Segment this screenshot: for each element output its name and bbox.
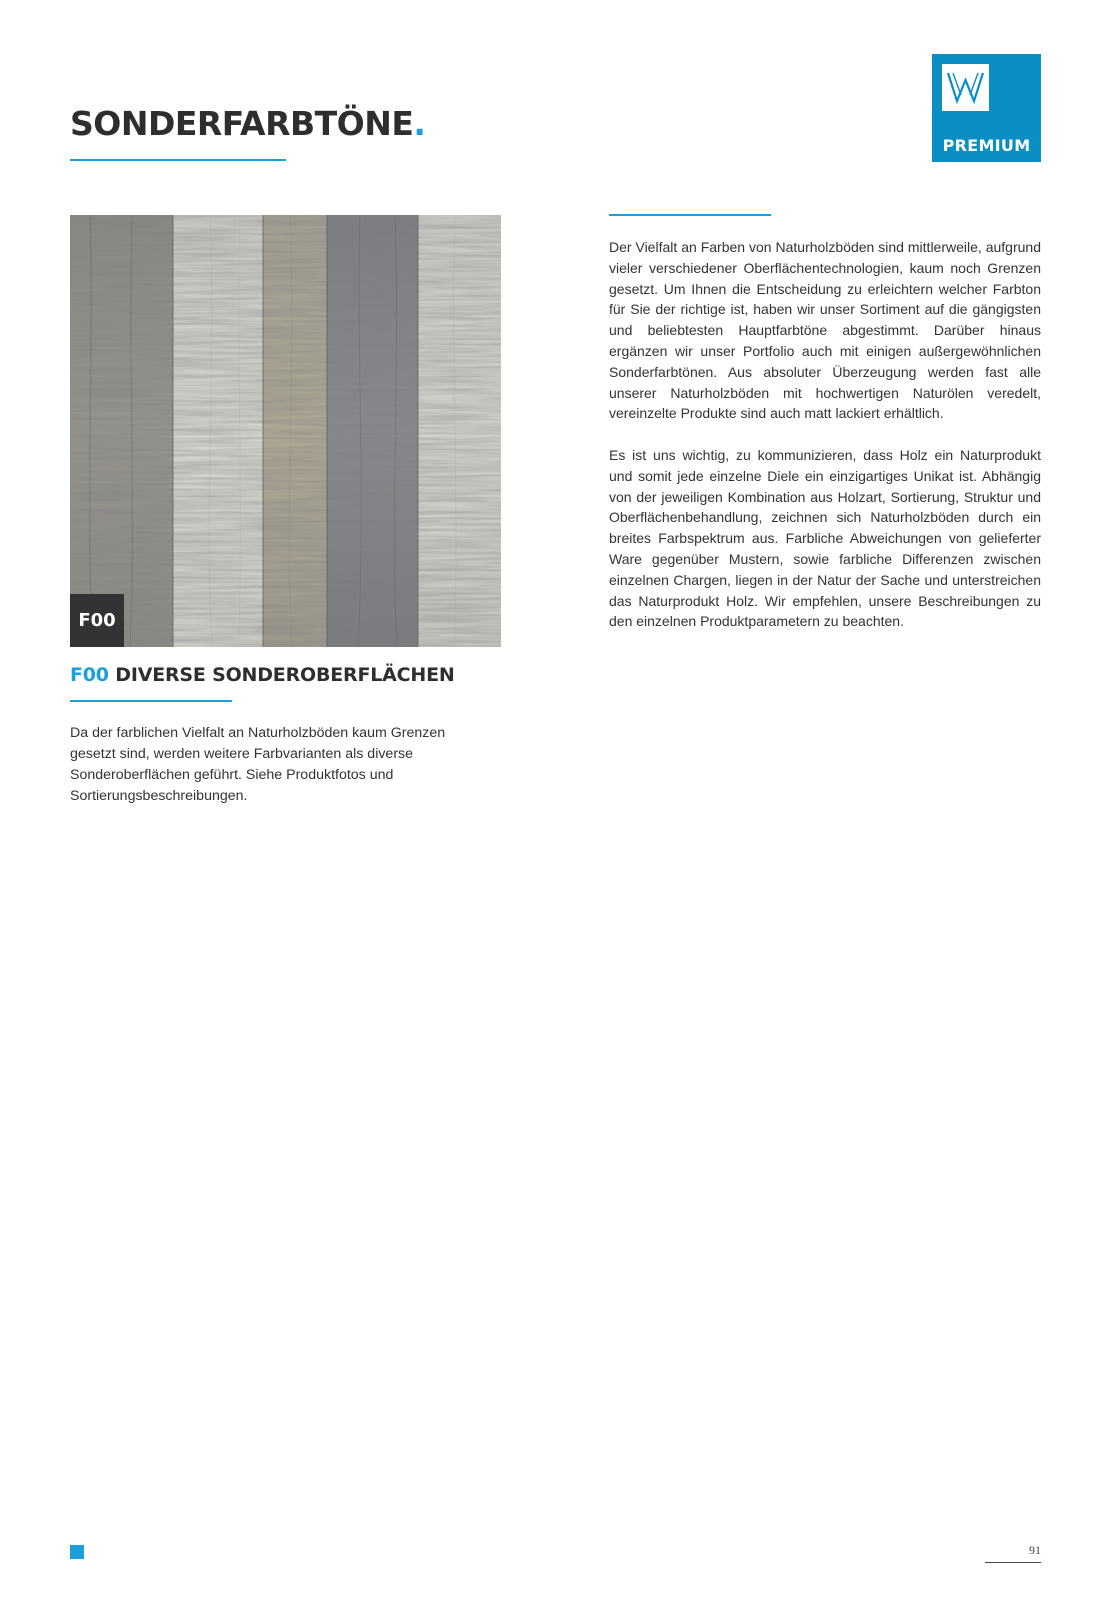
intro-paragraph-2: Es ist uns wichtig, zu kommunizieren, dass Holz ein Naturprodukt und somit jede einzelne Diele ein einzigartiges Unikat ist. Abhängig von der jeweiligen Kombination aus Holzart, Sortierung, Struktur und Oberflächenbehandlung, zeichnen sich Naturholzböden durch ein breites Farbspektrum aus. Farbliche Abweichungen von gelieferter Ware gegenüber Mustern, sowie farbliche Differenzen zwischen einzelnen Chargen, liegen in der Natur der Sache und unterstreichen das Naturprodukt Holz. Wir empfehlen, unsere Beschreibungen zu den einzelnen Produktparametern zu beachten. [609,446,1041,630]
intro-paragraph-1: Der Vielfalt an Farben von Naturholzböden sind mittlerweile, aufgrund vieler verschiedener Oberflächentechnologien, kaum noch Grenzen gesetzt. Um Ihnen die Entscheidung zu erleichtern welcher Farbton für Sie der richtige ist, haben wir unser Sortiment auf die gängigsten und beliebtesten Hauptfarbtöne abgestimmt. Darüber hinaus ergänzen wir unser Portfolio auch mit einigen außergewöhnlichen Sonderfarbtönen. Aus absoluter Überzeugung werden fast alle unserer Naturholzböden mit hochwertigen Naturölen veredelt, vereinzelte Produkte sind auch matt lackiert erhältlich. [609,239,1041,422]
page-number-rule [985,1562,1041,1563]
intro-text [609,237,1041,653]
w-logo-icon [942,64,989,111]
premium-badge [932,54,1041,162]
page-number: 91 [1029,1543,1041,1557]
corner-square-marker [70,1545,84,1559]
page-title-text: SONDERFARBTÖNE [70,104,414,143]
product-title-code: F00 [70,664,109,686]
product-title-underline [70,700,232,702]
intro-rule [609,214,771,216]
product-description: Da der farblichen Vielfalt an Naturholzböden kaum Grenzen gesetzt sind, werden weitere Farbvarianten als diverse Sonderoberflächen geführt. Siehe Produktfotos und Sortierungsbeschreibungen. [70,725,446,804]
page-title [70,104,425,143]
wood-swatch-image [70,215,501,647]
brand-logo [942,64,989,111]
product-title-text: DIVERSE SONDEROBERFLÄCHEN [115,664,455,686]
title-underline [70,159,286,161]
product-title [70,664,455,686]
swatch-code-label: F00 [70,594,124,647]
wood-planks-graphic [70,215,501,647]
premium-label: PREMIUM [942,136,1031,155]
page-title-dot: . [413,104,426,143]
